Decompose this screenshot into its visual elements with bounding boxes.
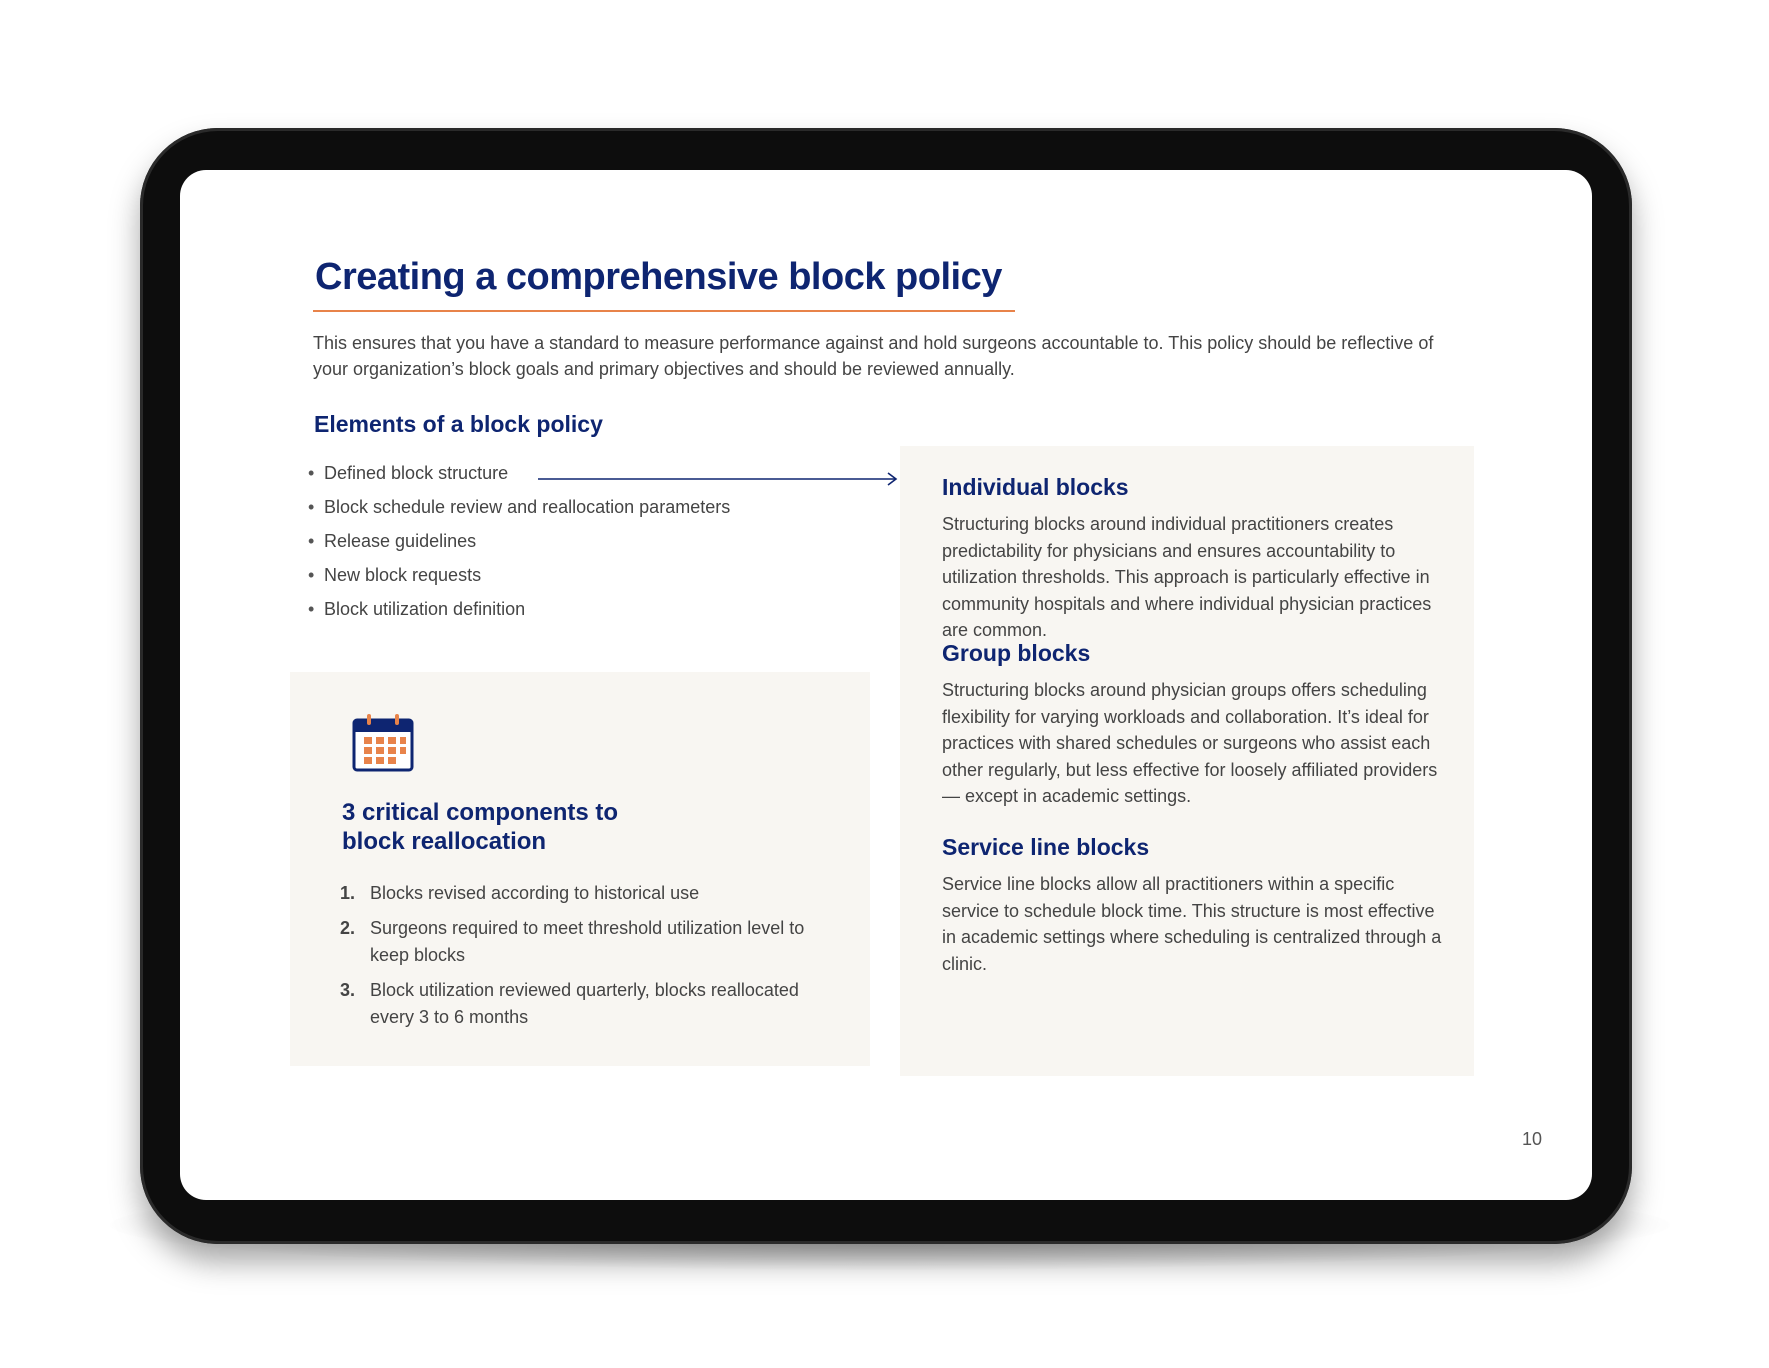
document-page <box>180 170 1592 1200</box>
item-text: Surgeons required to meet threshold utilization level to keep blocks <box>370 918 805 965</box>
section-body: Structuring blocks around individual practitioners creates predictability for physicians and ensures accountability to utilization thresholds. This approach is particularly effective in community hospitals and where individual physician practices are common. <box>942 514 1432 640</box>
page-title: Creating a comprehensive block policy <box>315 256 1002 298</box>
list-item-text: Block schedule review and reallocation parameters <box>324 497 731 517</box>
group-blocks-section <box>942 640 1442 810</box>
item-text: Block utilization reviewed quarterly, blocks reallocated every 3 to 6 months <box>370 980 799 1027</box>
block-types-panel <box>900 446 1474 1076</box>
calendar-icon <box>352 712 416 774</box>
service-line-blocks-section <box>942 834 1442 977</box>
page-number: 10 <box>1521 1129 1542 1149</box>
components-heading-line1: 3 critical components to <box>342 799 619 826</box>
item-number: 3. <box>340 980 356 1000</box>
tablet-device <box>140 128 1632 1244</box>
list-item <box>340 880 840 907</box>
item-number: 1. <box>340 883 356 903</box>
list-item-text: Release guidelines <box>324 531 477 551</box>
list-item <box>308 558 730 592</box>
components-heading-line2: block reallocation <box>342 828 547 855</box>
item-text: Blocks revised according to historical use <box>370 883 700 903</box>
bullet-icon: • <box>308 497 315 517</box>
bullet-icon: • <box>308 531 315 551</box>
item-number: 2. <box>340 918 356 938</box>
bullet-icon: • <box>308 599 315 619</box>
components-panel <box>290 672 870 1066</box>
list-item-text: Defined block structure <box>324 463 509 483</box>
list-item-text: Block utilization definition <box>324 599 526 619</box>
intro-paragraph: This ensures that you have a standard to measure performance against and hold surgeons accountable to. This policy should be reflective of your organization’s block goals and primary objectives and should be reviewed annually. <box>313 333 1434 379</box>
list-item <box>340 977 840 1031</box>
bullet-icon: • <box>308 565 315 585</box>
section-heading: Group blocks <box>942 640 1091 666</box>
arrow-right-icon <box>538 472 900 486</box>
section-body: Structuring blocks around physician groups offers scheduling flexibility for varying workloads and collaboration. It’s ideal for practices with shared schedules or surgeons who assist each other regularly, but less effective for loosely affiliated providers — except in academic settings. <box>942 680 1438 806</box>
list-item <box>340 915 840 969</box>
components-list <box>340 880 840 1039</box>
list-item <box>308 592 730 626</box>
list-item-text: New block requests <box>324 565 482 585</box>
list-item <box>308 490 730 524</box>
components-heading <box>342 798 762 856</box>
section-body: Service line blocks allow all practitioners within a specific service to schedule block time. This structure is most effective in academic settings where scheduling is centralized through a clinic. <box>942 874 1442 974</box>
section-heading: Service line blocks <box>942 834 1150 860</box>
list-item <box>308 524 730 558</box>
individual-blocks-section <box>942 474 1442 644</box>
bullet-icon: • <box>308 463 315 483</box>
title-underline <box>313 310 1015 312</box>
section-heading: Individual blocks <box>942 474 1129 500</box>
elements-heading: Elements of a block policy <box>314 411 603 437</box>
